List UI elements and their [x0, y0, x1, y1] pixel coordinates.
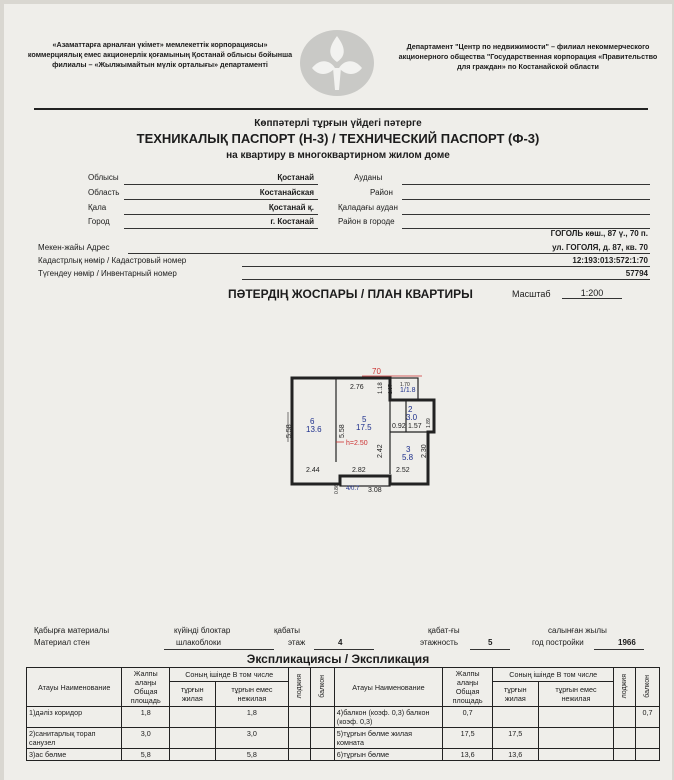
- scale-value: 1:200: [562, 288, 622, 299]
- title-kz: Көппәтерлі тұрғын үйдегі пәтерге: [254, 118, 422, 129]
- svg-text:5.58: 5.58: [286, 424, 293, 438]
- oblys-label: Облысы: [88, 173, 119, 182]
- plan-title: ПӘТЕРДІҢ ЖОСПАРЫ / ПЛАН КВАРТИРЫ: [228, 287, 473, 301]
- material-kz-label: Қабырға материалы: [34, 626, 110, 635]
- svg-text:0.86: 0.86: [334, 484, 340, 494]
- year-ru-label: год постройки: [532, 638, 584, 647]
- material-ru-label: Материал стен: [34, 638, 90, 647]
- header-right-text: Департамент "Центр по недвижимости" – филиал некоммерческого акционерного общества "Государственная корпорация «Правительство для граждан» по Костанайской области: [398, 42, 658, 71]
- room-1-label: 1/1.8: [400, 387, 416, 394]
- table-row: 1)дәліз коридор 1,8 1,8 4)балкон (коэф. 0,3) балкон (коэф. 0,3) 0,7 0,7: [27, 707, 660, 728]
- svg-text:2.42: 2.42: [377, 444, 384, 458]
- gorod-value: г. Костанай: [270, 217, 314, 226]
- oblast-label: Область: [88, 188, 120, 197]
- floors-kz-label: қабат-ғы: [428, 626, 460, 635]
- kala-value: Қостанай қ.: [268, 203, 314, 212]
- raion-label: Район: [370, 188, 393, 197]
- svg-text:2.82: 2.82: [352, 467, 366, 474]
- room-3-area: 5.8: [402, 453, 414, 462]
- cadastral-label: Кадастрлық нөмір / Кадастровый номер: [38, 256, 187, 265]
- svg-text:1.07: 1.07: [388, 384, 394, 394]
- passport-sheet: [4, 4, 672, 780]
- inventory-value: 57794: [625, 269, 648, 278]
- svg-text:1.18: 1.18: [378, 382, 384, 394]
- year-value: 1966: [618, 638, 636, 647]
- svg-text:2.52: 2.52: [396, 467, 410, 474]
- apt-number: 70: [372, 367, 381, 376]
- year-kz-label: салынған жылы: [548, 626, 607, 635]
- gorod-label: Город: [88, 217, 110, 226]
- table-row: 3)ас бөлме 5,8 5,8 6)тұрғын бөлме 13,6 13,6: [27, 749, 660, 761]
- svg-text:1.70: 1.70: [400, 382, 410, 388]
- svg-text:2.44: 2.44: [306, 467, 320, 474]
- floors-value: 5: [488, 638, 493, 647]
- floors-ru-label: этажность: [420, 638, 458, 647]
- oblys-value: Қостанай: [277, 173, 314, 182]
- inventory-label: Түгендеу нөмір / Инвентарный номер: [38, 269, 177, 278]
- oblast-value: Костанайская: [259, 188, 314, 197]
- room-5-number: 5: [362, 415, 367, 424]
- table-row: 2)санитарлық торап санузел 3,0 3,0 5)тұрғын бөлме жилая комната 17,5 17,5: [27, 728, 660, 749]
- floor-value: 4: [338, 638, 343, 647]
- svg-text:5.58: 5.58: [339, 424, 346, 438]
- floor-ru-label: этаж: [288, 638, 306, 647]
- room-2-number: 2: [408, 405, 413, 414]
- title-sub: на квартиру в многоквартирном жилом доме: [226, 150, 450, 161]
- material-kz-value: күйінді блоктар: [174, 626, 231, 635]
- room-4-label: 4/0.7: [346, 486, 360, 492]
- room-6-number: 6: [310, 417, 315, 426]
- svg-text:1.57: 1.57: [408, 423, 422, 430]
- address-kz: ГОГОЛЬ көш., 87 ү., 70 п.: [550, 229, 648, 238]
- address-label: Мекен-жайы Адрес: [38, 243, 110, 252]
- room-5-area: 17.5: [356, 423, 372, 432]
- svg-text:1.89: 1.89: [426, 418, 432, 428]
- cadastral-value: 12:193:013:572:1:70: [572, 256, 648, 265]
- room-2-area: 3.0: [406, 413, 418, 422]
- svg-text:2.30: 2.30: [421, 444, 428, 458]
- ceiling-height: h=2.50: [346, 440, 368, 447]
- room-6-area: 13.6: [306, 425, 322, 434]
- raion-v-gorode-label: Район в городе: [338, 217, 395, 226]
- material-ru-value: шлакоблоки: [176, 638, 221, 647]
- room-3-number: 3: [406, 445, 411, 454]
- title-main: ТЕХНИКАЛЫҚ ПАСПОРТ (Н-3) / ТЕХНИЧЕСКИЙ ПАСПОРТ (Ф-3): [136, 131, 540, 146]
- kala-audan-label: Қаладағы аудан: [338, 203, 398, 212]
- explication-table: Атауы Наименование Жалпы алаңы Общая площадь Соның ішінде В том числе лоджия балкон Атауы Наименование Жалпы алаңы Общая площадь Соның ішінде В том числе лоджия балкон тұрғын жилая тұрғын емес нежилая тұрғын жилая тұрғын емес нежилая 1)дәліз коридор 1,8 1,8 4)балкон (коэф. 0,3) балкон (коэф. 0,3) 0,7 0,7 2)санитарлық торап санузел 3,0 3,0 5)тұрғын бөлме жилая комната 17,5 17,5 3)ас бөлме 5,8 5,8 6)тұрғын бөлме 13,6 13,6: [26, 667, 660, 761]
- header-left-text: «Азаматтарға арналған үкімет» мемлекеттік корпорациясы» коммерциялық емес акционерлік қоғамының Қостанай облысы бойынша филиалы – «Жылжымайтын мүлік орталығы» департаменті: [27, 40, 293, 69]
- floor-kz-label: қабаты: [274, 626, 301, 635]
- header-divider: [34, 108, 648, 110]
- explication-title: Экспликациясы / Экспликация: [246, 652, 430, 666]
- floor-plan: [280, 362, 460, 496]
- svg-text:0.92: 0.92: [392, 423, 406, 430]
- address-ru: ул. ГОГОЛЯ, д. 87, кв. 70: [552, 243, 648, 252]
- svg-text:2.76: 2.76: [350, 384, 364, 391]
- kala-label: Қала: [88, 203, 107, 212]
- svg-text:3.08: 3.08: [368, 487, 382, 494]
- scale-label: Масштаб: [512, 289, 551, 299]
- audany-label: Ауданы: [354, 173, 383, 182]
- emblem-logo: [298, 28, 376, 98]
